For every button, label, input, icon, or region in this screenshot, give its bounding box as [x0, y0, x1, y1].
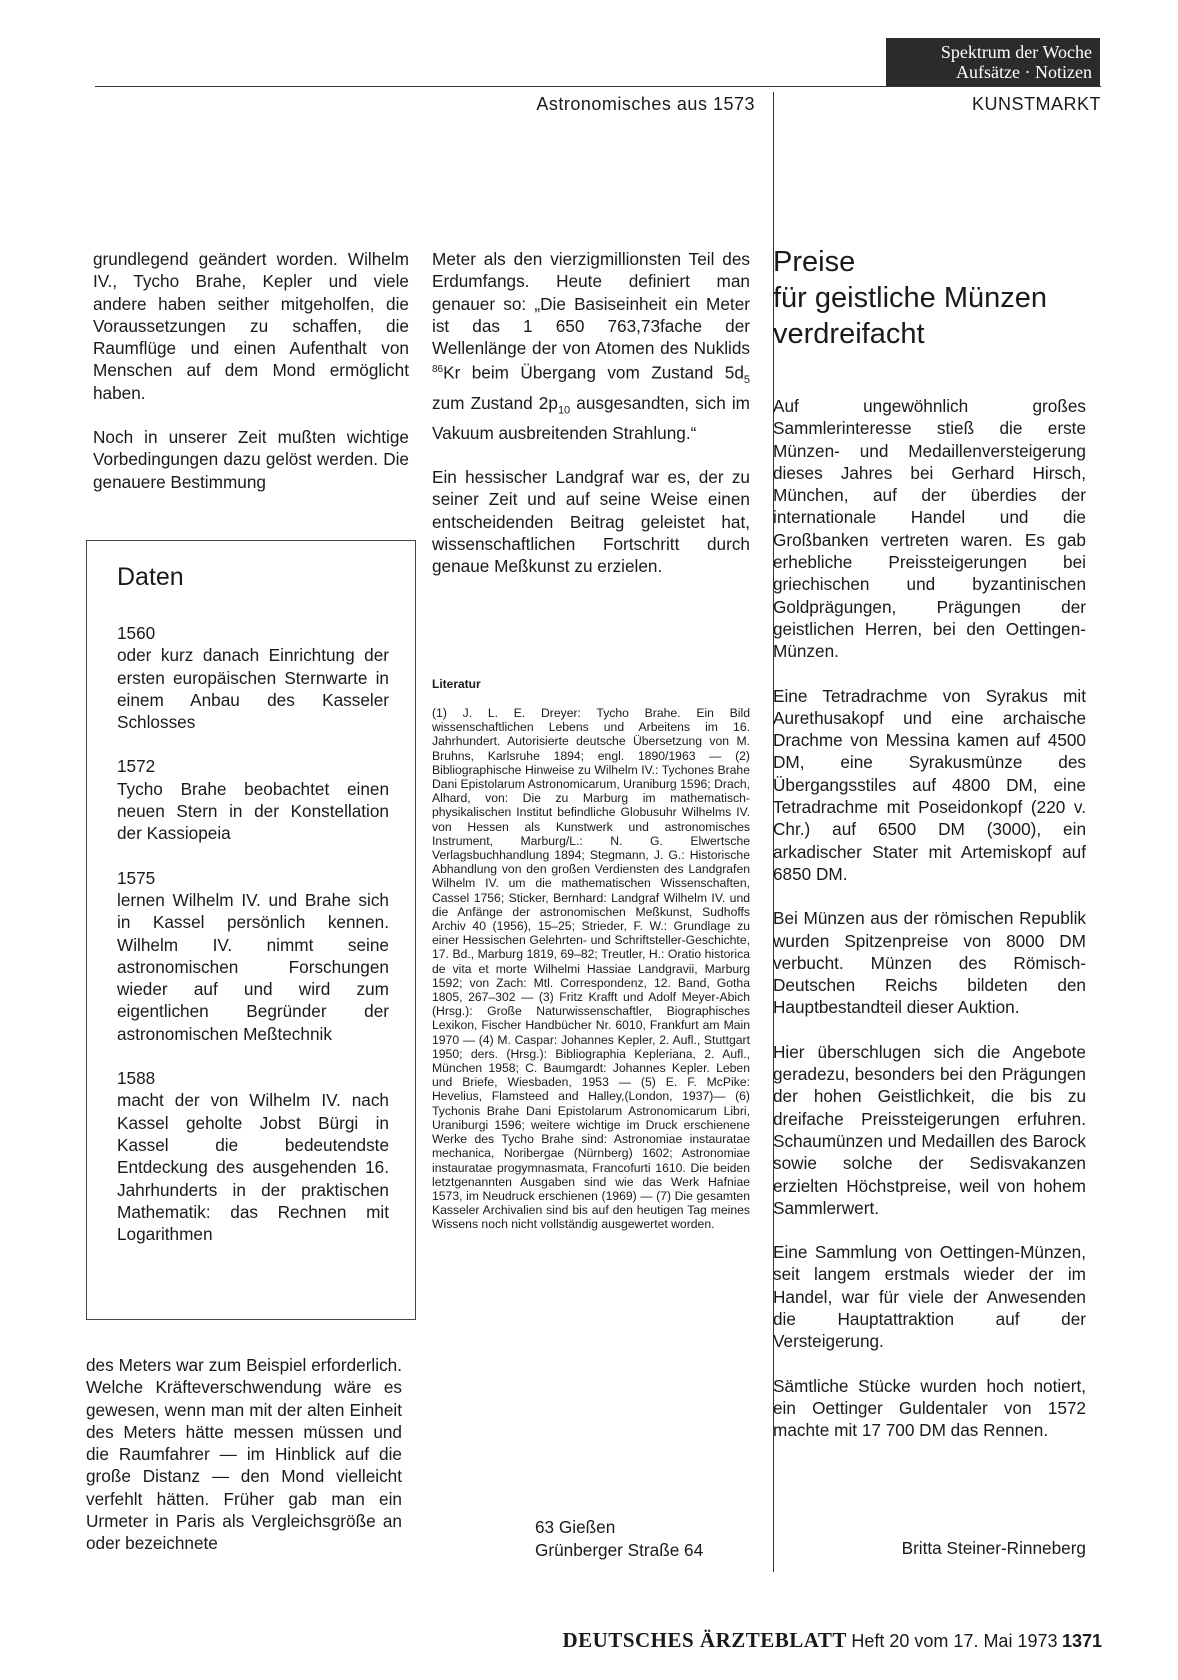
data-entry-text: lernen Wilhelm IV. und Brahe sich in Kassel persönlich kennen. Wilhelm IV. nimmt seine astronomischen Forschungen wieder auf und wird zum eigentlichen Begründer der astronomischen Meßtechnik — [117, 889, 389, 1044]
column-3 — [773, 395, 1086, 1441]
col2-p1-text: zum Zustand 2p — [432, 392, 558, 413]
data-entry-text: macht der von Wilhelm IV. nach Kassel geholte Jobst Bürgi in Kassel die bedeutendste Entdeckung des ausgehenden 16. Jahrhunderts in der praktischen Mathematik: das Rechnen mit Logarithmen — [117, 1090, 389, 1245]
page-footer — [485, 1628, 1102, 1653]
header-rule — [95, 86, 1101, 87]
col1-paragraph-2: Noch in unserer Zeit mußten wichtige Vorbedingungen dazu gelöst werden. Die genauere Bestimmung — [93, 427, 409, 492]
col3-paragraph-3: Bei Münzen aus der römischen Republik wurden Spitzenpreise von 8000 DM verbucht. Münzen des Römisch-Deutschen Reichs bildeten den Hauptbestandteil dieser Auktion. — [773, 908, 1086, 1018]
headline-line: Preise — [773, 246, 856, 278]
data-box — [86, 540, 416, 1320]
data-entry-year: 1575 — [117, 867, 156, 888]
col2-p1-text: Kr beim Übergang vom Zustand 5d — [443, 363, 744, 384]
col2-paragraph-1 — [432, 248, 750, 444]
headline-line: für geistliche Münzen — [773, 282, 1048, 314]
data-entry — [117, 1067, 389, 1245]
isotope-mass-number: 86 — [432, 364, 444, 376]
col1-paragraph-1: grundlegend geändert worden. Wilhelm IV., Tycho Brahe, Kepler und viele andere haben seither mitgeholfen, die Voraussetzungen zu schaffen, die Raumflüge und einen Aufenthalt von Menschen auf dem Mond ermöglicht haben. — [93, 249, 409, 403]
literature-heading: Literatur — [432, 677, 481, 691]
col3-paragraph-2: Eine Tetradrachme von Syrakus mit Aurethusakopf und eine archaische Drachme von Messina kamen auf 4500 DM, eine Syrakusmünze des Übergangsstiles auf 4800 DM, eine Tetradrachme mit Poseidonkopf (220 v. Chr.) auf 6500 DM (3000), ein arkadischer Stater mit Artemiskopf auf 6850 DM. — [773, 685, 1086, 884]
state-subscript: 10 — [557, 404, 571, 417]
col1-paragraph-3: des Meters war zum Beispiel erforderlich. Welche Kräfteverschwendung wäre es gewesen, wenn man mit der alten Einheit des Meters hätte messen müssen und die Raumfahrer — im Hinblick auf die große Distanz — den Mond vielleicht verfehlt hätten. Früher gab man ein Urmeter in Paris als Vergleichsgröße an oder bezeichnete — [86, 1355, 402, 1554]
author-byline: Britta Steiner-Rinneberg — [901, 1538, 1086, 1558]
col2-p1-text: ausgesandten, sich im Vakuum ausbreitenden Strahlung.“ — [432, 392, 751, 443]
data-entry-year: 1588 — [117, 1068, 156, 1089]
col3-paragraph-4: Hier überschlugen sich die Angebote geradezu, besonders bei den Prägungen der hohen Geistlichkeit, die bis zu dreifache Preissteigerungen erfuhren. Schaumünzen und Medaillen des Barock sowie solche der Sedisvakanzen erzielten Höchstpreise, weil von hohem Sammlerwert. — [773, 1041, 1086, 1218]
issue-info: Heft 20 vom 17. Mai 1973 — [851, 1631, 1058, 1651]
publication-name: DEUTSCHES ÄRZTEBLATT — [562, 1628, 847, 1652]
section-badge-line1: Spektrum der Woche — [940, 42, 1092, 62]
data-box-title: Daten — [117, 563, 184, 591]
headline-line: verdreifacht — [773, 318, 925, 350]
data-entry-year: 1560 — [117, 623, 156, 643]
col3-paragraph-6: Sämtliche Stücke wurden hoch notiert, ein Oettinger Guldentaler von 1572 machte mit 17 700 DM das Rennen. — [773, 1375, 1086, 1441]
page-number: 1371 — [1061, 1631, 1102, 1651]
address-street: Grünberger Straße 64 — [535, 1540, 704, 1560]
data-entry-text: oder kurz danach Einrichtung der ersten europäischen Sternwarte in einem Anbau des Kasseler Schlosses — [117, 645, 389, 733]
author-address — [535, 1516, 703, 1562]
literature-list: (1) J. L. E. Dreyer: Tycho Brahe. Ein Bild wissenschaftlichen Lebens und Arbeitens im 16. Jahrhundert. Autorisierte deutsche Übersetzung von M. Bruhns, Karlsruhe 1894; engl. 1890/1963 — (2) Bibliographische Hinweise zu Wilhelm IV.: Tychones Brahe Dani Epistolarum Astronomicarum, Uraniburg 1596; Drach, Alhard, von: Die zu Marburg im mathematisch-physikalischen Institut befindliche Globusuhr Wilhelms IV. von Hessen als Kunstwerk und astronomisches Instrument, Marburg/L.: N. G. Elwertsche Verlagsbuchhandlung 1894; Stegmann, J. G.: Historische Abhandlung von den großen Verdiensten des Landgrafen Wilhelm IV. um die mathematischen Wissenschaften, Cassel 1756; Sticker, Bernhard: Landgraf Wilhelm IV. und die Anfänge der astronomischen Meßkunst, Sudhoffs Archiv 40 (1956), 15–25; Strieder, F. W.: Grundlage zu einer Hessischen Gelehrten- und Schriftsteller-Geschichte, 17. Bd., Marburg 1819, 69–82; Treutler, H.: Oratio historica de vita et morte Wilhelmi Hassiae Landgravii, Marburg 1592; von Zach: Mtl. Correspondenz, 12. Band, Gotha 1805, 267–302 — (3) Fritz Krafft und Adolf Meyer-Abich (Hrsg.): Große Naturwissenschaftler, Biographisches Lexikon, Fischer Handbücher Nr. 6010, Frankfurt am Main 1970 — (4) M. Caspar: Johannes Kepler, 2. Aufl., Stuttgart 1950; ders. (Hrsg.): Bibliographia Kepleriana, 2. Aufl., München 1958; C. Baumgardt: Johannes Kepler. Leben und Briefe, Wiesbaden, 1953 — (5) E. F. McPike: Hevelius, Flamsteed and Halley,(London, 1937)— (6) Tychonis Brahe Dani Epistolarum Astronomicarum Libri, Uraniburgi 1596; weitere wichtige im Druck erschienene Werke des Tycho Brahe sind: Astronomiae instauratae mechanica, Noribergae (Nürnberg) 1602; Astronomiae instauratae progymnasmata, Francofurti 1610. Die beiden letztgenannten Ausgaben sind wie das Werk Hafniae 1573, im Neudruck erschienen (1969) — (7) Die gesamten Kasseler Archivalien sind bis auf den heutigen Tag meines Wissens noch nicht vollständig ausgewertet worden. — [432, 706, 750, 1232]
article-headline — [773, 244, 1103, 352]
column-1-bottom — [86, 1354, 402, 1555]
section-badge — [886, 38, 1100, 86]
running-head-right: KUNSTMARKT — [971, 94, 1101, 114]
running-head-left: Astronomisches aus 1573 — [536, 94, 755, 114]
col2-paragraph-2: Ein hessischer Landgraf war es, der zu seiner Zeit und auf seine Weise einen entscheidenden Beitrag geleistet hat, wissenschaftlichen Fortschritt durch genaue Meßkunst zu erzielen. — [432, 466, 750, 577]
data-entry — [117, 867, 389, 1045]
data-entry — [117, 622, 389, 733]
data-entry-year: 1572 — [117, 756, 156, 777]
state-subscript: 5 — [743, 374, 750, 387]
data-entry-text: Tycho Brahe beobachtet einen neuen Stern in der Konstellation der Kassiopeia — [117, 778, 389, 844]
col2-p1-text: Meter als den vierzigmillionsten Teil des Erdumfangs. Heute definiert man genauer so: „Die Basiseinheit ein Meter ist das 1 650 763,73fache der Wellenlänge der von Atomen des Nuklids — [432, 249, 750, 359]
address-city: 63 Gießen — [535, 1517, 616, 1537]
column-2 — [432, 248, 750, 577]
col3-paragraph-5: Eine Sammlung von Oettingen-Münzen, seit langem erstmals wieder der im Handel, war für viele der Anwesenden die Hauptattraktion auf der Versteigerung. — [773, 1242, 1086, 1352]
col3-paragraph-1: Auf ungewöhnlich großes Sammlerinteresse stieß die erste Münzen- und Medaillenversteigerung dieses Jahres bei Gerhard Hirsch, München, auf der überdies der internationale Handel und die Großbanken vertreten waren. Es gab erhebliche Preissteigerungen bei griechischen und byzantinischen Goldprägungen, Prägungen der geistlichen Herren, bei den Oettingen-Münzen. — [773, 396, 1086, 662]
column-1-top — [93, 248, 409, 493]
data-entry — [117, 755, 389, 844]
section-badge-line2: Aufsätze · Notizen — [956, 62, 1092, 82]
